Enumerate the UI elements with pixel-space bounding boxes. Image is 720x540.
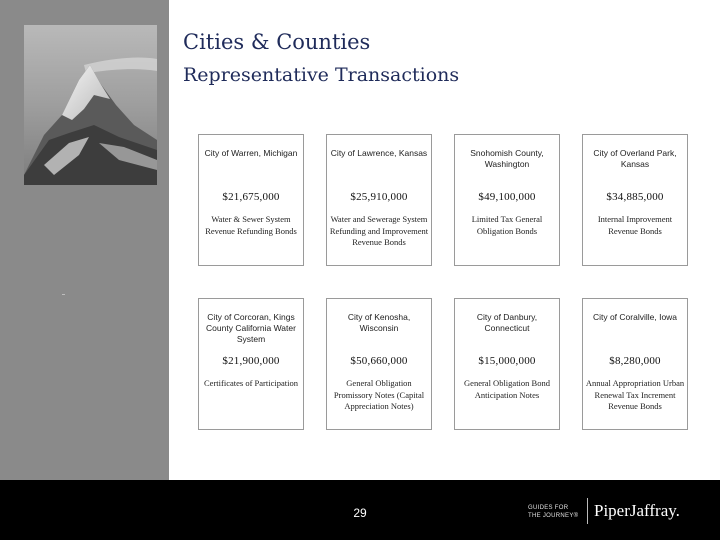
transaction-amount: $49,100,000 — [478, 191, 536, 203]
transaction-amount: $8,280,000 — [609, 355, 661, 367]
transaction-card — [582, 298, 688, 430]
issuer-name: City of Coralville, Iowa — [592, 312, 678, 322]
transaction-amount: $21,675,000 — [222, 191, 280, 203]
transaction-description: General Obligation Promissory Notes (Capital Appreciation Notes) — [333, 378, 425, 411]
issuer-name: Snohomish County, Washington — [470, 148, 544, 169]
transactions-grid — [198, 134, 688, 430]
tagline-line-2: THE JOURNEY® — [528, 513, 579, 519]
transaction-amount: $25,910,000 — [350, 191, 408, 203]
issuer-name: City of Corcoran, Kings County California Water System — [206, 312, 296, 344]
page-number: 29 — [353, 506, 367, 520]
transaction-amount: $21,900,000 — [222, 355, 280, 367]
issuer-name: City of Danbury, Connecticut — [476, 312, 538, 333]
transaction-amount: $34,885,000 — [606, 191, 664, 203]
transaction-card — [326, 298, 432, 430]
transaction-description: Water & Sewer System Revenue Refunding Bonds — [205, 214, 297, 236]
mountain-photo-icon — [24, 25, 157, 185]
tagline-line-1: GUIDES FOR — [528, 505, 569, 511]
issuer-name: City of Lawrence, Kansas — [330, 148, 428, 158]
transaction-description: Water and Sewerage System Refunding and Improvement Revenue Bonds — [329, 214, 429, 247]
sidebar-mark — [62, 294, 65, 295]
transaction-description: Certificates of Participation — [204, 378, 298, 388]
slide-title: Cities & Counties — [183, 30, 371, 54]
transaction-amount: $50,660,000 — [350, 355, 408, 367]
issuer-name: City of Warren, Michigan — [204, 148, 298, 158]
sidebar-panel — [0, 0, 169, 480]
brand-logo: PiperJaffray. — [594, 501, 680, 520]
transaction-description: Annual Appropriation Urban Renewal Tax Increment Revenue Bonds — [585, 378, 685, 411]
mountain-image — [24, 25, 157, 185]
transaction-description: Internal Improvement Revenue Bonds — [597, 214, 673, 236]
slide-subtitle: Representative Transactions — [183, 64, 460, 86]
transaction-description: General Obligation Bond Anticipation Notes — [464, 378, 550, 400]
transaction-card — [582, 134, 688, 266]
transaction-card — [198, 298, 304, 430]
transaction-description: Limited Tax General Obligation Bonds — [471, 214, 543, 236]
transaction-card — [326, 134, 432, 266]
transaction-card — [454, 298, 560, 430]
transaction-amount: $15,000,000 — [478, 355, 536, 367]
tagline — [528, 504, 584, 520]
transaction-card — [454, 134, 560, 266]
transaction-card — [198, 134, 304, 266]
issuer-name: City of Kenosha, Wisconsin — [347, 312, 411, 333]
brand-divider — [587, 498, 588, 524]
issuer-name: City of Overland Park, Kansas — [593, 148, 677, 169]
footer-bar — [0, 480, 720, 540]
